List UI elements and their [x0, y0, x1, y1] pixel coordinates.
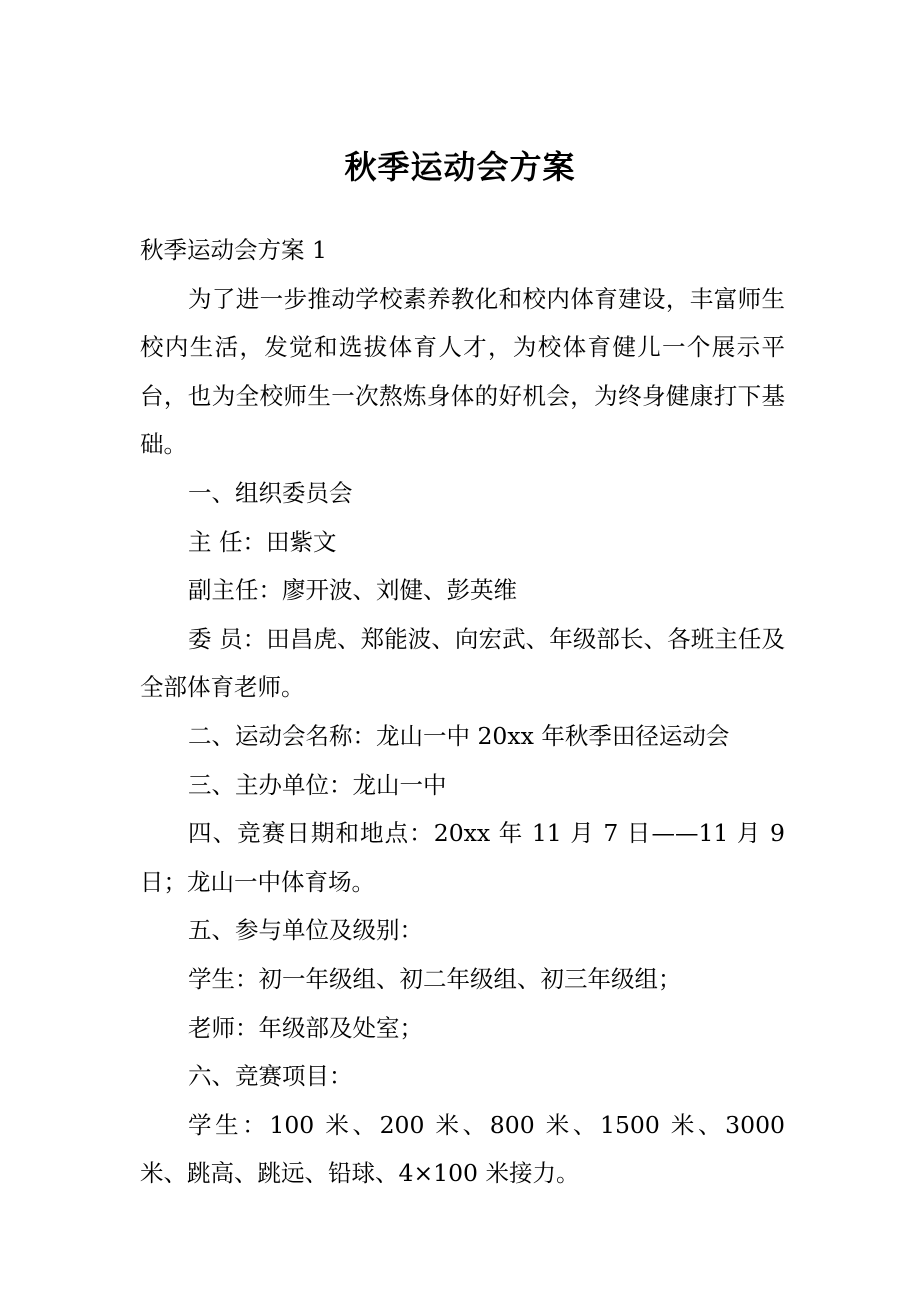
meet-name: 二、运动会名称：龙山一中 20xx 年秋季田径运动会 [188, 721, 730, 750]
date-and-venue: 四、竞赛日期和地点：20xx 年 11 月 7 日——11 月 9 日；龙山一中体育场。 [140, 819, 785, 896]
participants-teachers: 老师：年级部及处室； [188, 1013, 423, 1042]
heading-organizing-committee: 一、组织委员会 [188, 478, 353, 507]
participants-students: 学生：初一年级组、初二年级组、初三年级组； [188, 964, 682, 993]
document-body [140, 226, 785, 1198]
committee-director: 主 任：田紫文 [188, 527, 337, 556]
organizer: 三、主办单位：龙山一中 [188, 770, 447, 799]
committee-members: 委 员：田昌虎、郑能波、向宏武、年级部长、各班主任及全部体育老师。 [140, 624, 785, 702]
heading-participants: 五、参与单位及级别： [188, 916, 423, 945]
intro-paragraph: 为了进一步推动学校素养教化和校内体育建设，丰富师生校内生活，发觉和选拔体育人才，为校体育健儿一个展示平台，也为全校师生一次熬炼身体的好机会，为终身健康打下基础。 [140, 284, 785, 459]
section-heading: 秋季运动会方案 1 [140, 236, 327, 264]
heading-events: 六、竞赛项目： [188, 1062, 353, 1091]
document-title: 秋季运动会方案 [344, 148, 576, 186]
committee-deputy-directors: 副主任：廖开波、刘健、彭英维 [188, 576, 517, 605]
events-students: 学生：100 米、200 米、800 米、1500 米、3000 米、跳高、跳远、铅球、4×100 米接力。 [140, 1110, 785, 1188]
